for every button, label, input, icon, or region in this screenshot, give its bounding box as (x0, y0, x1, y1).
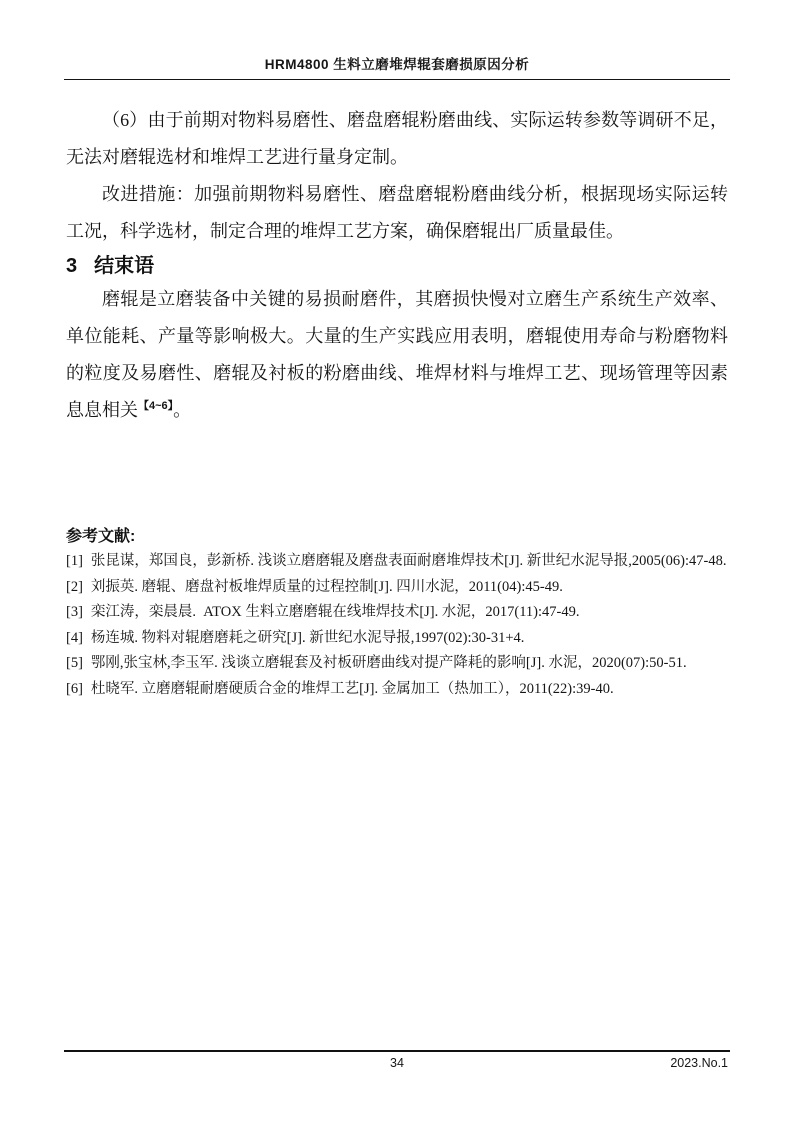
footer-issue-label: 2023.No.1 (670, 1056, 728, 1070)
citation-superscript: 【4~6】 (138, 400, 174, 412)
reference-item (66, 549, 746, 575)
reference-marker: [4] (66, 629, 83, 646)
reference-text: 刘振英. 磨辊、磨盘衬板堆焊质量的过程控制[J]. 四川水泥，2011(04):45-49. (90, 578, 563, 595)
header-rule (64, 79, 730, 80)
reference-marker: [1] (66, 553, 83, 569)
reference-marker: [2] (66, 578, 83, 595)
references-list (66, 549, 746, 702)
footer-page-number: 34 (390, 1056, 404, 1070)
reference-marker: [5] (66, 655, 83, 671)
references-heading: 参考文献: (66, 528, 136, 545)
reference-marker: [3] (66, 604, 83, 620)
paragraph-improvement: 改进措施：加强前期物料易磨性、磨盘磨辊粉磨曲线分析，根据现场实际运转工况，科学选材，制定合理的堆焊工艺方案，确保磨辊出厂质量最佳。 (66, 184, 728, 241)
conclusion-text: 磨辊是立磨装备中关键的易损耐磨件，其磨损快慢对立磨生产系统生产效率、单位能耗、产量等影响极大。大量的生产实践应用表明，磨辊使用寿命与粉磨物料的粒度及易磨性、磨辊及衬板的粉磨曲线、堆焊材料与堆焊工艺、现场管理等因素息息相关 (66, 289, 728, 420)
reference-text: 鄂刚,张宝林,李玉军. 浅谈立磨辊套及衬板研磨曲线对提产降耗的影响[J]. 水泥，2020(07):50-51. (90, 655, 687, 671)
conclusion-tail: 。 (173, 400, 192, 420)
running-header-title: HRM4800 生料立磨堆焊辊套磨损原因分析 (264, 57, 530, 72)
reference-item (66, 651, 746, 677)
reference-item (66, 600, 746, 626)
reference-item (66, 575, 746, 601)
reference-text: 栾江涛，栾晨晨. ATOX 生料立磨磨辊在线堆焊技术[J]. 水泥，2017(11):47-49. (90, 604, 580, 620)
reference-text: 杨连城. 物料对辊磨磨耗之研究[J]. 新世纪水泥导报,1997(02):30-31+4. (90, 629, 525, 646)
reference-item (66, 626, 746, 652)
reference-text: 张昆谋，郑国良，彭新桥. 浅谈立磨磨辊及磨盘表面耐磨堆焊技术[J]. 新世纪水泥导报,2005(06):47-48. (90, 553, 727, 569)
footer-rule (64, 1050, 730, 1052)
paragraph-cause-6: （6）由于前期对物料易磨性、磨盘磨辊粉磨曲线、实际运转参数等调研不足，无法对磨辊选材和堆焊工艺进行量身定制。 (66, 110, 728, 167)
section-number: 3 (66, 254, 78, 277)
reference-item (66, 677, 746, 703)
paragraph-conclusion (66, 281, 728, 429)
section-heading-conclusion (66, 250, 154, 282)
reference-text: 杜晓军. 立磨磨辊耐磨硬质合金的堆焊工艺[J]. 金属加工（热加工），2011(22):39-40. (90, 680, 614, 697)
section-title: 结束语 (94, 254, 155, 277)
reference-marker: [6] (66, 680, 83, 697)
